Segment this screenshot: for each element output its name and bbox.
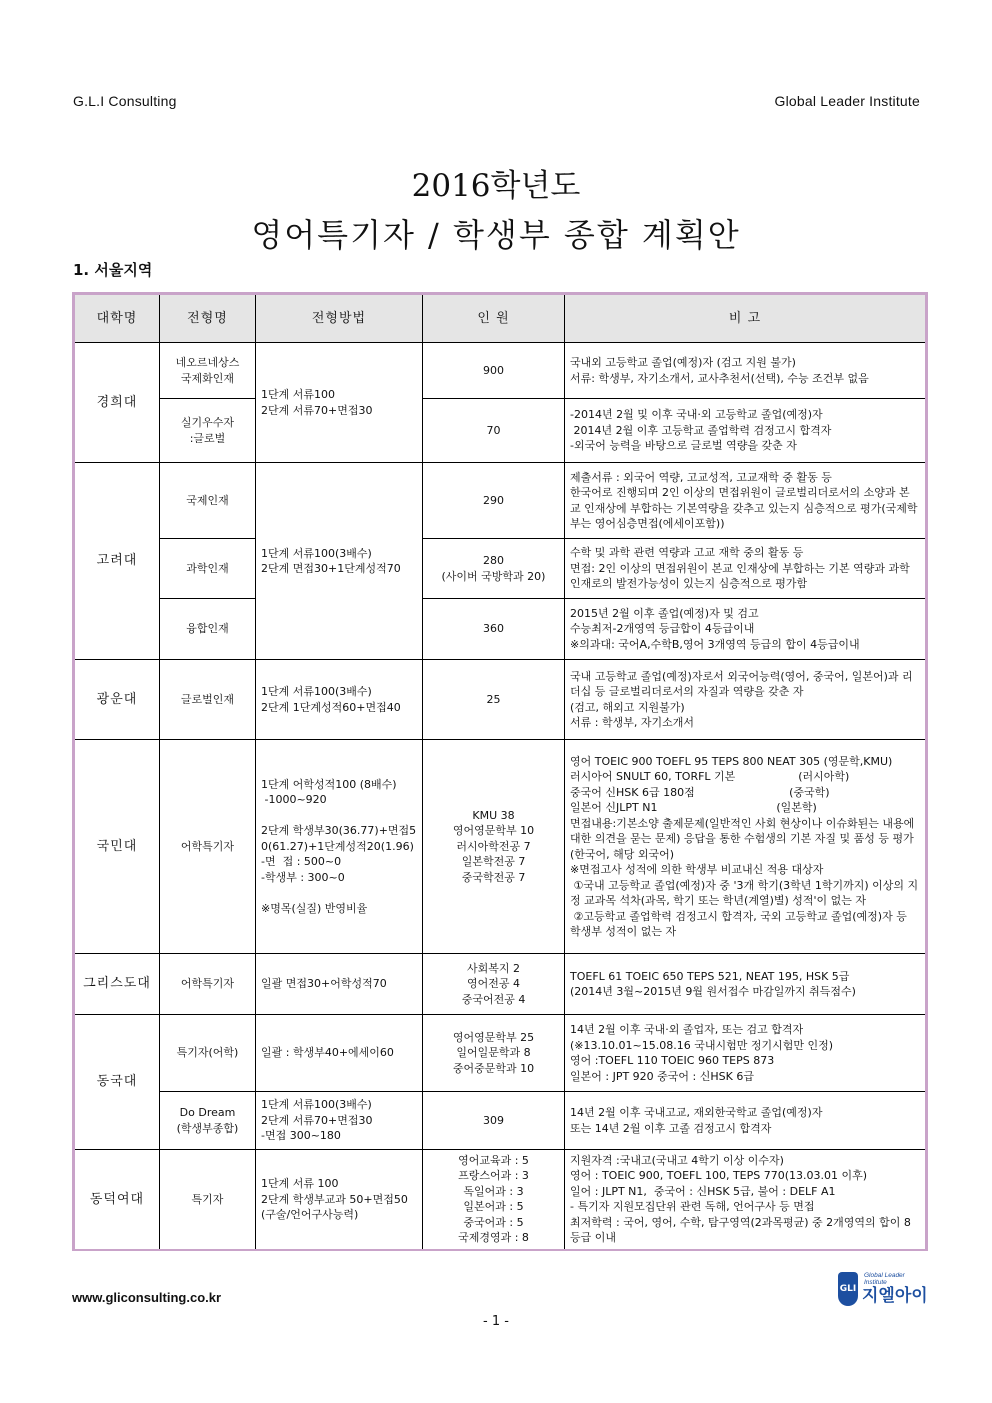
admission-type: 특기자(어학)	[160, 1015, 256, 1092]
quota: 70	[423, 399, 565, 463]
table-row	[74, 1015, 927, 1092]
table-row	[74, 539, 927, 599]
quota: 280 (사이버 국방학과 20)	[423, 539, 565, 599]
table-row	[74, 599, 927, 660]
admission-table	[72, 292, 928, 1251]
quota: KMU 38 영어영문학부 10 러시아학전공 7 일본학전공 7 중국학전공 7	[423, 740, 565, 954]
quota: 309	[423, 1092, 565, 1150]
admission-type: 국제인재	[160, 463, 256, 539]
admission-type: 실기우수자 :글로벌	[160, 399, 256, 463]
admission-type: 과학인재	[160, 539, 256, 599]
admission-method: 1단계 서류100 2단계 서류70+면접30	[256, 343, 423, 463]
table-row	[74, 343, 927, 399]
table-row	[74, 740, 927, 954]
table-header-row	[74, 294, 927, 343]
admission-type: 어학특기자	[160, 740, 256, 954]
admission-type: Do Dream (학생부종합)	[160, 1092, 256, 1150]
admission-type: 융합인재	[160, 599, 256, 660]
quota: 900	[423, 343, 565, 399]
remarks: 제출서류 : 외국어 역량, 고교성적, 고교재학 중 활동 등 한국어로 진행되며 2인 이상의 면접위원이 글로벌리더로서의 소양과 본교 인재상에 부합하는 기본역량을 갖추고 있는지 심층적으로 평가(국제학부는 영어심층면접(에세이포함))	[565, 463, 927, 539]
remarks: 지원자격 :국내고(국내고 4학기 이상 이수자) 영어 : TOEIC 900, TOEFL 100, TEPS 770(13.03.01 이후) 일어 : JLPT N1, 중국어 : 신HSK 5급, 불어 : DELF A1 - 특기자 지원모집단위 관련 독해, 언어구사 등 면접 최저학력 : 국어, 영어, 수학, 탐구영역(2과목평균) 중 2개영역의 합이 8등급 이내	[565, 1150, 927, 1250]
quota: 360	[423, 599, 565, 660]
logo-tagline: Global Leader Institute	[864, 1272, 905, 1286]
remarks: TOEFL 61 TOEIC 650 TEPS 521, NEAT 195, HSK 5급 (2014년 3월~2015년 9월 원서접수 마감일까지 취득점수)	[565, 954, 927, 1015]
university-name: 광운대	[74, 660, 160, 740]
table-row	[74, 463, 927, 539]
admission-method: 일괄 : 학생부40+에세이60	[256, 1015, 423, 1092]
table-row	[74, 660, 927, 740]
remarks: 국내외 고등학교 졸업(예정)자 (검고 지원 불가) 서류: 학생부, 자기소개서, 교사추천서(선택), 수능 조건부 없음	[565, 343, 927, 399]
university-name: 동덕여대	[74, 1150, 160, 1250]
company-logo	[838, 1272, 928, 1308]
admission-type: 어학특기자	[160, 954, 256, 1015]
admission-method: 1단계 어학성적100 (8배수) -1000~920 2단계 학생부30(36.77)+면접50(61.27)+1단계성적20(1.96) -면 접 : 500~0 -학생부 : 300~0 ※명목(실질) 반영비율	[256, 740, 423, 954]
document-title-year: 2016학년도	[411, 168, 581, 204]
header-university: 대학명	[74, 294, 160, 343]
remarks: 14년 2월 이후 국내고교, 재외한국학교 졸업(예정)자 또는 14년 2월 이후 고졸 검정고시 합격자	[565, 1092, 927, 1150]
table-row	[74, 954, 927, 1015]
university-name: 고려대	[74, 463, 160, 660]
quota: 영어교육과 : 5 프랑스어과 : 3 독일어과 : 3 일본어과 : 5 중국어과 : 5 국제경영과 : 8	[423, 1150, 565, 1250]
quota: 사회복지 2 영어전공 4 중국어전공 4	[423, 954, 565, 1015]
header-left: G.L.I Consulting	[73, 93, 177, 109]
header-count: 인 원	[423, 294, 565, 343]
document-title: 영어특기자 / 학생부 종합 계획안	[251, 216, 741, 254]
page-number: - 1 -	[483, 1314, 509, 1329]
university-name: 경희대	[74, 343, 160, 463]
quota: 25	[423, 660, 565, 740]
remarks: 국내 고등학교 졸업(예정)자로서 외국어능력(영어, 중국어, 일본어)과 리더십 등 글로벌리더로서의 자질과 역량을 갖춘 자 (검고, 해외고 지원불가) 서류 : 학생부, 자기소개서	[565, 660, 927, 740]
remarks: -2014년 2월 및 이후 국내·외 고등학교 졸업(예정)자 2014년 2월 이후 고등학교 졸업학력 검정고시 합격자 -외국어 능력을 바탕으로 글로벌 역량을 갖춘 자	[565, 399, 927, 463]
admission-method: 1단계 서류100(3배수) 2단계 면접30+1단계성적70	[256, 463, 423, 660]
university-name: 국민대	[74, 740, 160, 954]
header-right: Global Leader Institute	[774, 93, 920, 109]
admission-method: 일괄 면접30+어학성적70	[256, 954, 423, 1015]
remarks: 14년 2월 이후 국내·외 졸업자, 또는 검고 합격자 (※13.10.01~15.08.16 국내시험만 정기시험만 인정) 영어 :TOEFL 110 TOEIC 960 TEPS 873 일본어 : JPT 920 중국어 : 신HSK 6급	[565, 1015, 927, 1092]
section-heading: 1. 서울지역	[73, 261, 153, 279]
university-name: 동국대	[74, 1015, 160, 1150]
quota: 영어영문학부 25 일어일문학과 8 중어중문학과 10	[423, 1015, 565, 1092]
remarks: 2015년 2월 이후 졸업(예정)자 및 검고 수능최저-2개영역 등급합이 4등급이내 ※의과대: 국어A,수학B,영어 3개영역 등급의 합이 4등급이내	[565, 599, 927, 660]
header-type: 전형명	[160, 294, 256, 343]
admission-type: 글로벌인재	[160, 660, 256, 740]
logo-badge-icon: GLI	[838, 1272, 858, 1306]
header-method: 전형방법	[256, 294, 423, 343]
footer-url-link[interactable]: www.gliconsulting.co.kr	[72, 1290, 222, 1305]
header-note: 비 고	[565, 294, 927, 343]
admission-type: 네오르네상스 국제화인재	[160, 343, 256, 399]
remarks: 영어 TOEIC 900 TOEFL 95 TEPS 800 NEAT 305 (영문학,KMU) 러시아어 SNULT 60, TORFL 기본 (러시아학) 중국어 신HSK 6급 180점 (중국학) 일본어 신JLPT N1 (일본학) 면접내용:기본소양 출제문제(일반적인 사회 현상이나 이슈화된는 내용에 대한 의견을 묻는 문제) 응답을 통한 수험생의 기본 자질 및 품성 등 평가 (한국어, 해당 외국어) ※면접고사 성적에 의한 학생부 비교내신 적용 대상자 ①국내 고등학교 졸업(예정)자 중 '3개 학기(3학년 1학기까지) 이상의 지정 교과목 석차(과목, 학기 또는 학년(계열)별) 성적'이 없는 자 ②고등학교 졸업학력 검정고시 합격자, 국외 고등학교 졸업(예정)자 등 학생부 성적이 없는 자	[565, 740, 927, 954]
quota: 290	[423, 463, 565, 539]
admission-method: 1단계 서류100(3배수) 2단계 서류70+면접30 -면접 300~180	[256, 1092, 423, 1150]
university-name: 그리스도대	[74, 954, 160, 1015]
admission-method: 1단계 서류 100 2단계 학생부교과 50+면접50(구술/언어구사능력)	[256, 1150, 423, 1250]
logo-wordmark: 지엘아이	[862, 1286, 928, 1306]
admission-method: 1단계 서류100(3배수) 2단계 1단계성적60+면접40	[256, 660, 423, 740]
admission-type: 특기자	[160, 1150, 256, 1250]
remarks: 수학 및 과학 관련 역량과 고교 재학 중의 활동 등 면접: 2인 이상의 면접위원이 본교 인재상에 부합하는 기본 역량과 과학인재로의 발전가능성이 있는지 심층적으로 평가함	[565, 539, 927, 599]
table-row	[74, 1092, 927, 1150]
table-row	[74, 1150, 927, 1250]
table-row	[74, 399, 927, 463]
